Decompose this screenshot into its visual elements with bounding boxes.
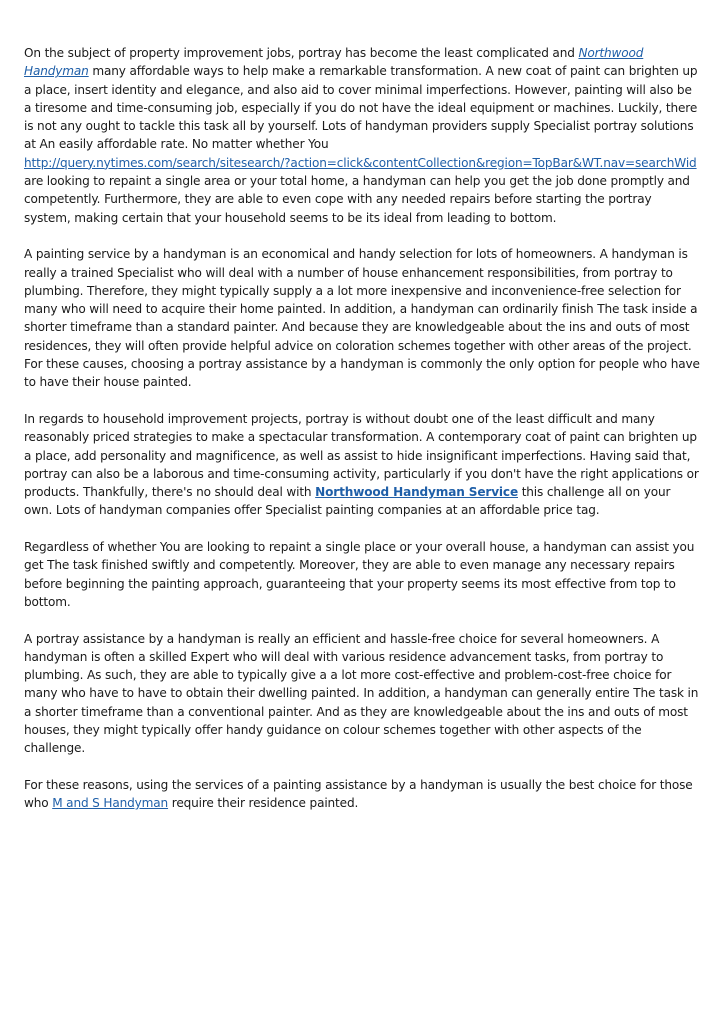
- paragraph-1-text-after-link: many affordable ways to help make a remarkable transformation. A new coat of paint can brighten up a place, insert identity and elegance, and also aid to cover minimal imperfections. However, painting will also be a tiresome and time-consuming job, especially if you do not have the ideal equipment or machines. Luckily, there is not any ought to tackle this task all by yourself. Lots of handyman providers supply Specialist portray solutions at An easily affordable rate. No matter whether You: [24, 64, 698, 152]
- nytimes-search-url-link[interactable]: http://query.nytimes.com/search/sitesearch/?action=click&contentCollection&region=TopBar&WT.nav=searchWid: [24, 155, 697, 170]
- paragraph-2: A painting service by a handyman is an economical and handy selection for lots of homeowners. A handyman is really a trained Specialist who will deal with a number of house enhancement responsibilities, from portray to plumbing. Therefore, they might typically supply a a lot more inexpensive and inconvenience-free selection for many who will need to acquire their home painted. In addition, a handyman can ordinarily finish The task inside a shorter timeframe than a standard painter. And because they are knowledgeable about the ins and outs of most residences, they will often provide helpful advice on coloration schemes together with other areas of the project. For these causes, choosing a portray assistance by a handyman is commonly the only option for people who have to have their house painted.: [24, 247, 700, 390]
- paragraph-3-text-after-link: this challenge all on your own. Lots of handyman companies offer Specialist painting companies at an affordable price tag.: [24, 485, 671, 518]
- paragraph-4: Regardless of whether You are looking to repaint a single place or your overall house, a handyman can assist you get The task finished swiftly and competently. Moreover, they are able to even manage any necessary repairs before beginning the painting approach, guaranteeing that your property seems its most effective from top to bottom.: [24, 540, 695, 609]
- paragraph-5: A portray assistance by a handyman is really an efficient and hassle-free choice for several homeowners. A handyman is often a skilled Expert who will deal with various residence advancement tasks, from portray to plumbing. As such, they are able to typically give a a lot more cost-effective and problem-cost-free choice for many who have to have to obtain their dwelling painted. In addition, a handyman can generally entire The task in a shorter timeframe than a conventional painter. And as they are knowledgeable about the ins and outs of most houses, they might typically offer handy guidance on colour schemes together with other aspects of the challenge.: [24, 631, 699, 756]
- paragraph-1: [24, 44, 700, 227]
- paragraph-1-text-before-link: On the subject of property improvement jobs, portray has become the least complicated and: [24, 46, 579, 60]
- paragraph-1-text-after-url: are looking to repaint a single area or your total home, a handyman can help you get the job done promptly and competently. Furthermore, they are able to even cope with any needed repairs before starting the portray system, making certain that your household seems to be its ideal from leading to bottom.: [24, 174, 690, 225]
- paragraph-3: [24, 410, 700, 520]
- paragraph-6-text-after-link: require their residence painted.: [168, 796, 359, 811]
- northwood-handyman-service-link[interactable]: Northwood Handyman Service: [315, 485, 518, 500]
- paragraph-6: [24, 776, 700, 813]
- paragraph-3-text-before-link: In regards to household improvement projects, portray is without doubt one of the least difficult and many reasonably priced strategies to make a spectacular transformation. A contemporary coat of paint can brighten up a place, add personality and magnificence, as well as assist to hide insignificant imperfections. Having said that, portray can also be a laborous and time-consuming activity, particularly if you don't have the right applications or products. Thankfully, there's no should deal with: [24, 411, 699, 500]
- paragraph-6-text-before-link: For these reasons, using the services of a painting assistance by a handyman is usually the best choice for those who: [24, 777, 693, 811]
- northwood-handyman-link[interactable]: Northwood Handyman: [24, 46, 644, 79]
- m-and-s-handyman-link[interactable]: M and S Handyman: [52, 796, 169, 811]
- document-body: [24, 44, 700, 831]
